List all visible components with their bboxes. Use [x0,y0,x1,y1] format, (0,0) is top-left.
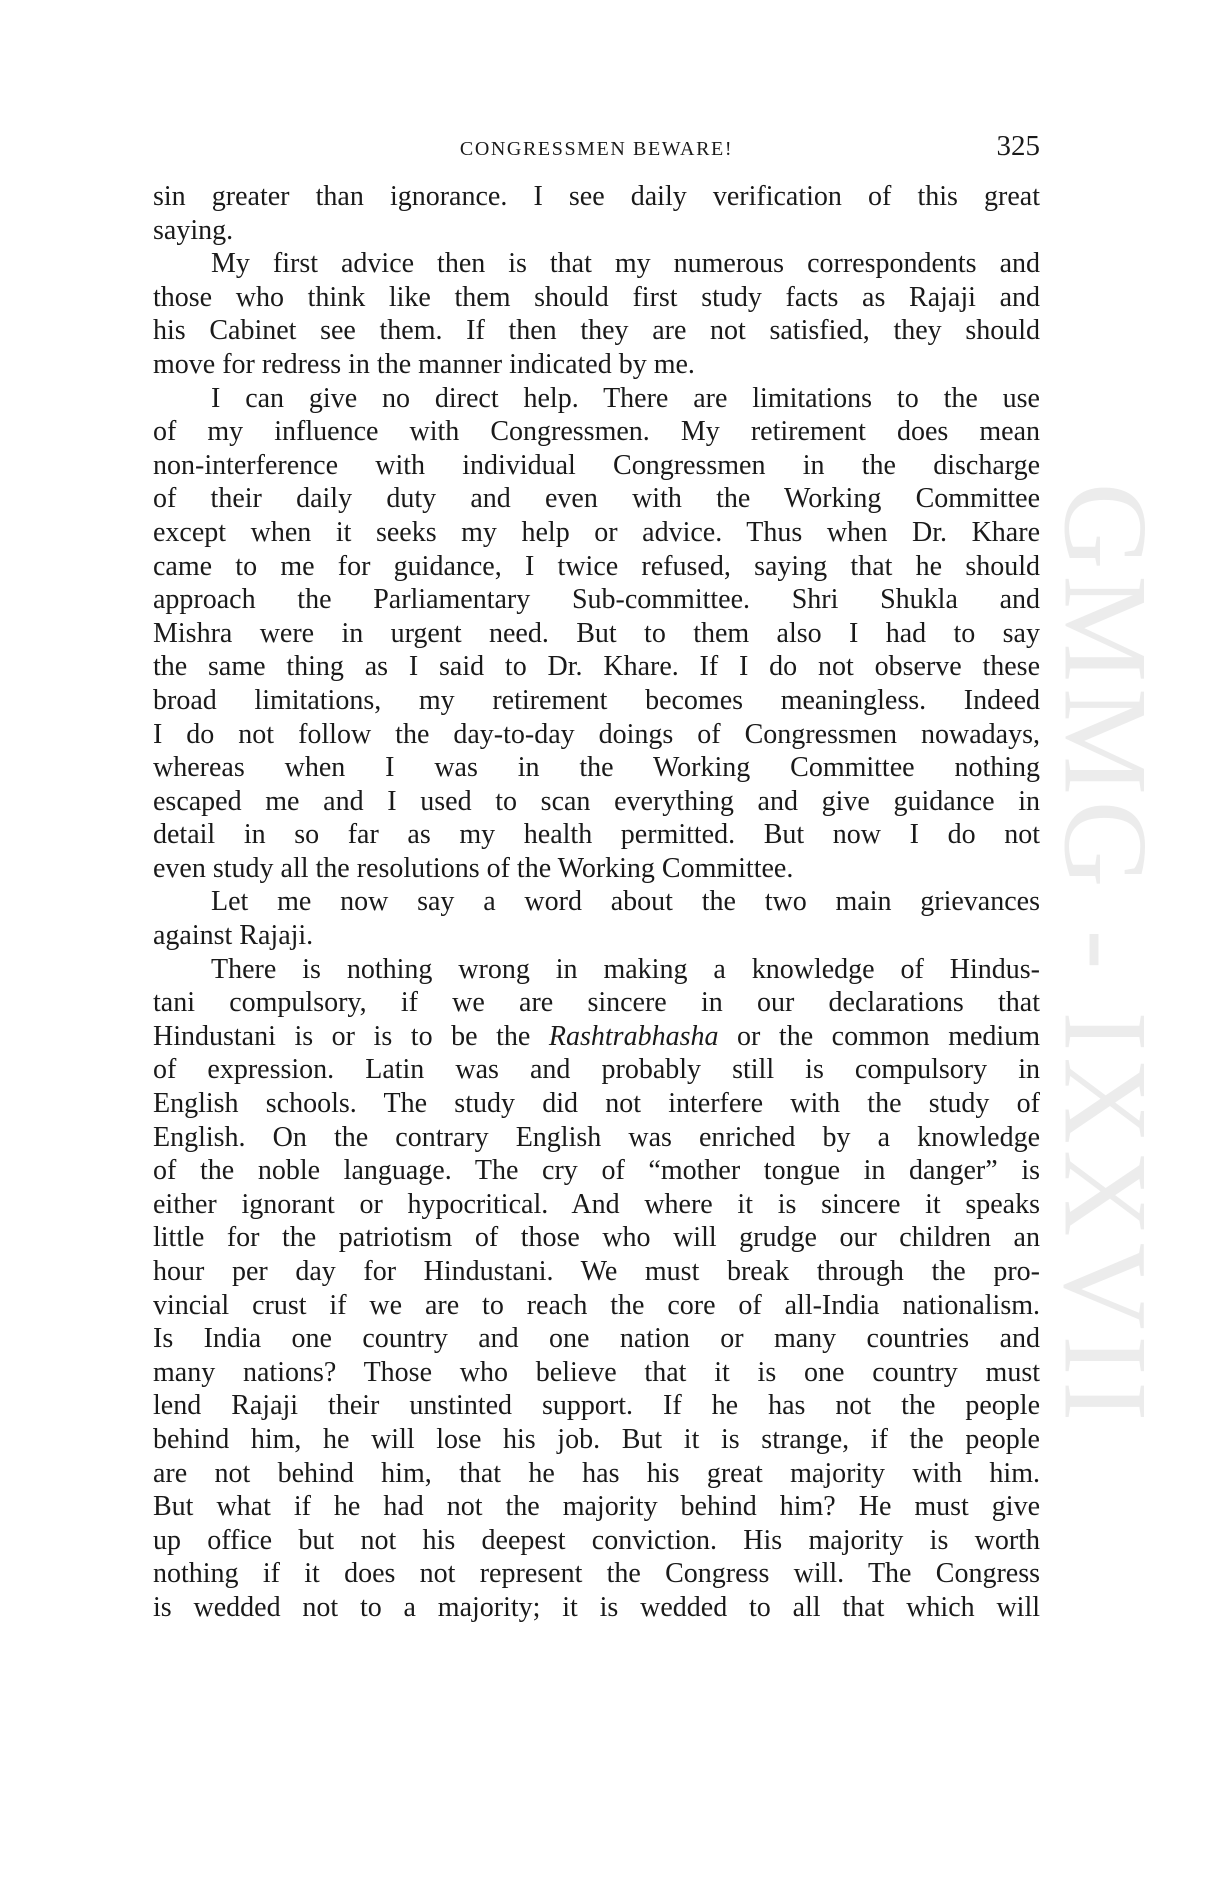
text-line: nothing if it does not represent the Congress will. The Congress [153,1558,1040,1590]
text-line: of my influence with Congressmen. My retirement does mean [153,416,1040,448]
text-line: against Rajaji. [153,920,314,952]
line-text-before: Hindustani is or is to be the [153,1020,549,1052]
watermark-text: GMMG - IXXVII [1039,482,1173,1428]
watermark [1039,430,1173,1480]
italic-term: Rashtrabhasha [548,1020,719,1052]
text-line: even study all the resolutions of the Working Committee. [153,852,794,884]
text-line: whereas when I was in the Working Committee nothing [153,752,1040,784]
text-line-with-italic [153,1020,1040,1054]
text-line: many nations? Those who believe that it is one country must [153,1356,1040,1388]
text-line: the same thing as I said to Dr. Khare. If I do not observe these [153,651,1040,683]
text-line: except when it seeks my help or advice. Thus when Dr. Khare [153,516,1040,548]
text-line: escaped me and I used to scan everything and give guidance in [153,785,1040,817]
text-line: of the noble language. The cry of “mother tongue in danger” is [153,1155,1040,1187]
text-line: his Cabinet see them. If then they are not satisfied, they should [153,315,1040,347]
text-line: lend Rajaji their unstinted support. If he has not the people [153,1390,1040,1422]
text-line: little for the patriotism of those who will grudge our children an [153,1222,1040,1254]
text-line: move for redress in the manner indicated by me. [153,348,695,380]
text-line: tani compulsory, if we are sincere in our declarations that [153,987,1040,1019]
text-line: of their daily duty and even with the Working Committee [153,483,1040,515]
text-line: came to me for guidance, I twice refused, saying that he should [153,550,1040,582]
text-line: English schools. The study did not interfere with the study of [153,1088,1040,1120]
text-line: up office but not his deepest conviction. His majority is worth [153,1524,1040,1556]
text-line: But what if he had not the majority behind him? He must give [153,1491,1040,1523]
text-line: of expression. Latin was and probably still is compulsory in [153,1054,1040,1086]
page-number: 325 [996,130,1040,162]
text-line: vincial crust if we are to reach the core of all-India nationalism. [153,1289,1040,1321]
text-line: are not behind him, that he has his great majority with him. [153,1457,1040,1489]
running-title: CONGRESSMEN BEWARE! [459,138,734,160]
text-line: detail in so far as my health permitted. But now I do not [153,819,1040,851]
text-line: I can give no direct help. There are limitations to the use [211,382,1040,414]
text-line: Is India one country and one nation or many countries and [153,1323,1040,1355]
text-line: is wedded not to a majority; it is wedded to all that which will [153,1591,1040,1623]
text-line: non-interference with individual Congressmen in the discharge [153,449,1040,481]
line-text-after: or the common medium [718,1020,1040,1052]
text-line: hour per day for Hindustani. We must break through the pro- [153,1256,1040,1287]
text-line: I do not follow the day-to-day doings of Congressmen nowadays, [153,718,1040,750]
body-text [153,180,1040,1625]
text-line: There is nothing wrong in making a knowledge of Hindus- [211,953,1040,985]
text-line: Mishra were in urgent need. But to them also I had to say [153,617,1040,649]
text-line: broad limitations, my retirement becomes meaningless. Indeed [153,684,1040,716]
text-line: behind him, he will lose his job. But it is strange, if the people [153,1423,1040,1455]
text-line: those who think like them should first study facts as Rajaji and [153,281,1040,313]
text-line: approach the Parliamentary Sub-committee. Shri Shukla and [153,584,1040,616]
running-head [153,130,1040,170]
text-line: sin greater than ignorance. I see daily verification of this great [153,181,1040,212]
text-line: Let me now say a word about the two main grievances [211,886,1040,918]
text-line: My first advice then is that my numerous correspondents and [211,248,1040,280]
text-line: either ignorant or hypocritical. And where it is sincere it speaks [153,1188,1040,1220]
text-line: saying. [153,214,234,246]
text-line: English. On the contrary English was enriched by a knowledge [153,1121,1040,1153]
